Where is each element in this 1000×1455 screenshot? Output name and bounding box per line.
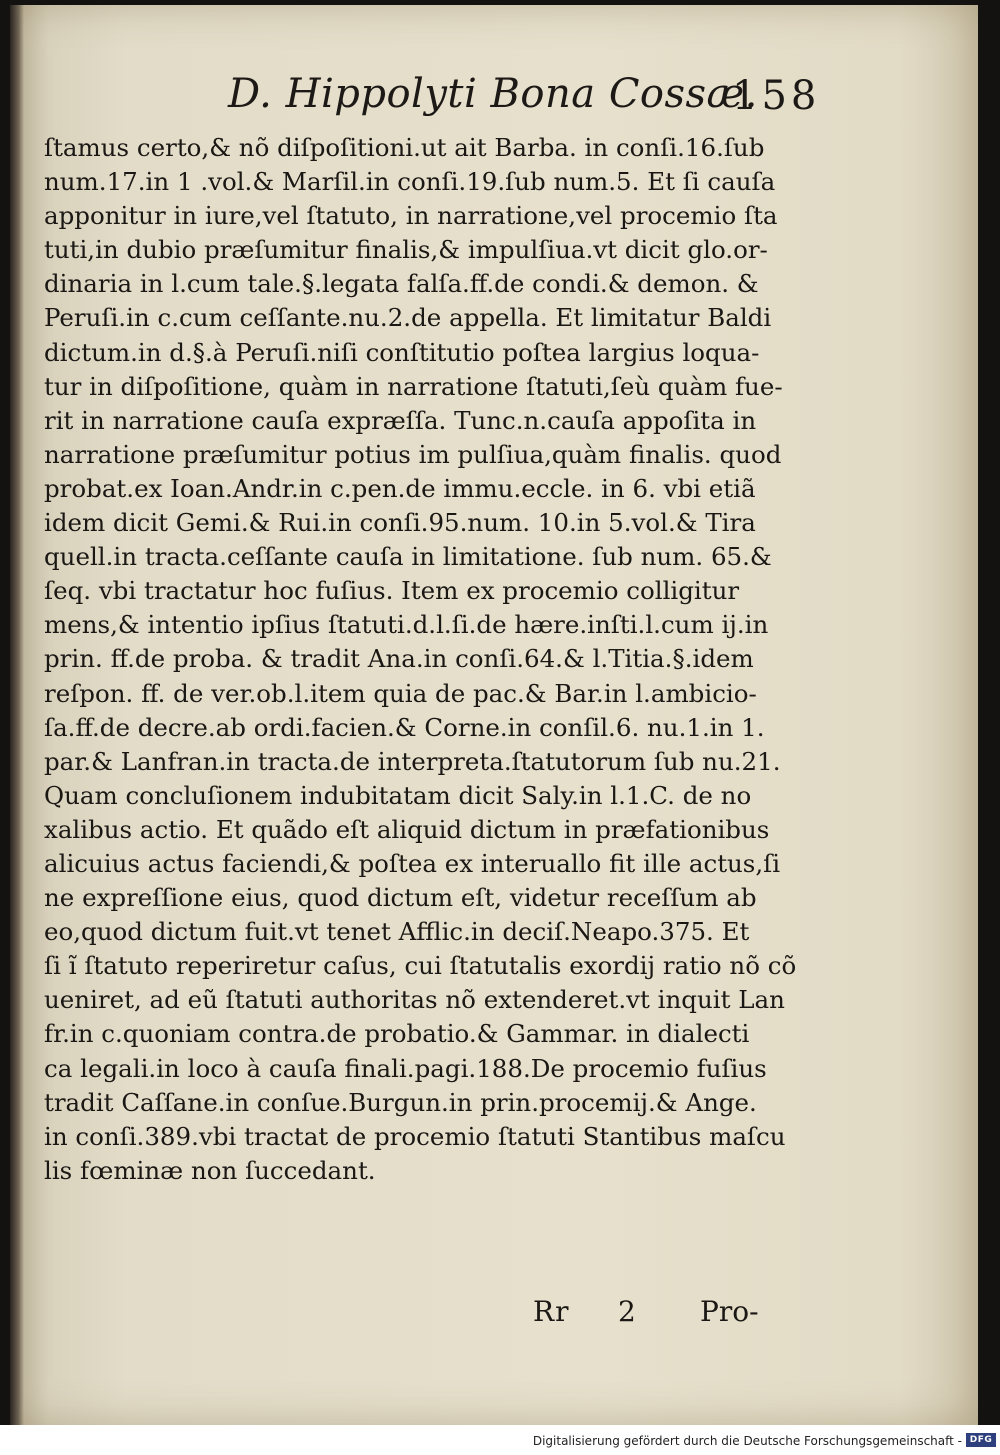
dfg-logo-icon: DFG xyxy=(966,1433,996,1447)
text-line: Peruſi.in c.cum ceſſante.nu.2.de appella. Et limitatur Baldi xyxy=(44,303,772,333)
text-line: fr.in c.quoniam contra.de probatio.& Gammar. in dialecti xyxy=(44,1019,750,1049)
text-line: num.17.in 1 .vol.& Marſil.in conſi.19.ſub num.5. Et ſi cauſa xyxy=(44,167,776,197)
book-page xyxy=(10,5,978,1425)
text-line: ca legali.in loco à cauſa finali.pagi.188.De procemio fuſius xyxy=(44,1053,767,1083)
text-line: tradit Caſſane.in conſue.Burgun.in prin.procemij.& Ange. xyxy=(44,1087,757,1117)
text-line: ueniret, ad eũ ſtatuti authoritas nõ extenderet.vt inquit Lan xyxy=(44,985,785,1015)
text-line: narratione præſumitur potius im pulſiua,quàm finalis. quod xyxy=(44,439,782,469)
digitization-footer xyxy=(0,1425,1000,1455)
text-line: in conſi.389.vbi tractat de procemio ſtatuti Stantibus maſcu xyxy=(44,1121,786,1151)
page-gutter-shadow xyxy=(10,5,24,1425)
text-line: par.& Lanfran.in tracta.de interpreta.ſtatutorum ſub nu.21. xyxy=(44,746,781,776)
text-line: rit in narratione cauſa expræſſa. Tunc.n.cauſa appoſita in xyxy=(44,405,757,435)
folio-number: 158 xyxy=(732,73,821,119)
signature-number: 2 xyxy=(618,1295,636,1328)
text-line: prin. ff.de proba. & tradit Ana.in conſi.64.& l.Titia.§.idem xyxy=(44,644,754,674)
text-line: ſi ĩ ſtatuto reperiretur caſus, cui ſtatutalis exordij ratio nõ cõ xyxy=(44,951,797,981)
text-line: ne expreſſione eius, quod dictum eſt, videtur receſſum ab xyxy=(44,883,757,913)
text-line: reſpon. ff. de ver.ob.l.item quia de pac.& Bar.in l.ambicio- xyxy=(44,678,757,708)
text-line: ſa.ff.de decre.ab ordi.facien.& Corne.in conſil.6. nu.1.in 1. xyxy=(44,712,765,742)
text-line: alicuius actus faciendi,& poſtea ex interuallo fit ille actus,ſi xyxy=(44,848,781,878)
text-line: lis fœminæ non ſuccedant. xyxy=(44,1155,376,1185)
text-line: Quam concluſionem indubitatam dicit Saly.in l.1.C. de no xyxy=(44,780,752,810)
text-line: xalibus actio. Et quãdo eſt aliquid dictum in præfationibus xyxy=(44,814,770,844)
text-line: mens,& intentio ipſius ſtatuti.d.l.ſi.de hære.inſti.l.cum ij.in xyxy=(44,610,769,640)
text-line: apponitur in iure,vel ſtatuto, in narratione,vel procemio ſta xyxy=(44,201,778,231)
text-line: quell.in tracta.ceſſante cauſa in limitatione. ſub num. 65.& xyxy=(44,542,772,572)
page-header xyxy=(10,67,978,127)
text-line: idem dicit Gemi.& Rui.in conſi.95.num. 10.in 5.vol.& Tira xyxy=(44,508,756,538)
signature-mark: Rr xyxy=(533,1295,570,1328)
text-line: dictum.in d.§.à Peruſi.niſi conſtitutio poſtea largius loqua- xyxy=(44,337,760,367)
text-line: probat.ex Ioan.Andr.in c.pen.de immu.eccle. in 6. vbi etiã xyxy=(44,473,756,503)
text-line: dinaria in l.cum tale.§.legata falſa.ff.de condi.& demon. & xyxy=(44,269,759,299)
text-line: tur in diſpoſitione, quàm in narratione ſtatuti,ſeù quàm fue- xyxy=(44,371,783,401)
text-line: ſtamus certo,& nõ diſpoſitioni.ut ait Barba. in conſi.16.ſub xyxy=(44,133,765,162)
text-line: eo,quod dictum fuit.vt tenet Afflic.in deciſ.Neapo.375. Et xyxy=(44,917,750,947)
body-text xyxy=(44,131,844,1188)
funding-credit: Digitalisierung gefördert durch die Deutsche Forschungsgemeinschaft - xyxy=(532,1434,962,1448)
running-title: D. Hippolyti Bona Cossæ. xyxy=(228,71,758,117)
catchword: Pro- xyxy=(700,1295,759,1328)
text-line: tuti,in dubio præſumitur finalis,& impulſiua.vt dicit glo.or- xyxy=(44,235,768,265)
text-line: ſeq. vbi tractatur hoc fuſius. Item ex procemio colligitur xyxy=(44,576,740,606)
